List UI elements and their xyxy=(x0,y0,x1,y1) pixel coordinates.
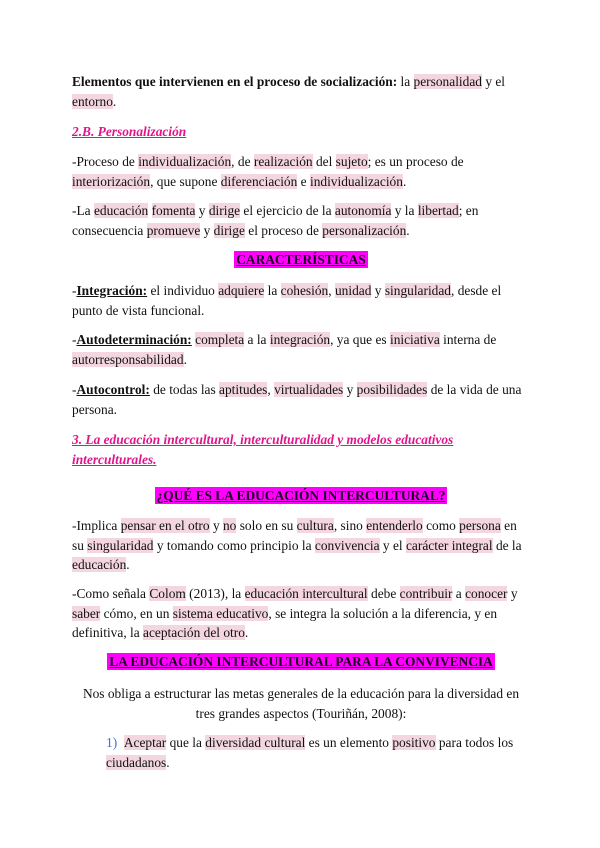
text: , sino xyxy=(333,518,367,533)
text: y xyxy=(343,382,357,397)
highlight: Colom xyxy=(149,586,186,601)
text: y xyxy=(200,222,214,238)
highlight: entorno xyxy=(72,93,113,109)
highlight: conocer xyxy=(465,586,508,601)
highlight: educación xyxy=(72,557,127,572)
text: . xyxy=(183,351,187,367)
convivencia-heading-wrap xyxy=(72,652,530,672)
highlight: autonomía xyxy=(334,203,392,218)
text: cómo, en un xyxy=(100,605,173,621)
text: y el xyxy=(379,537,406,553)
personalizacion-paragraph-2 xyxy=(72,201,530,240)
highlight: personalidad xyxy=(413,74,482,89)
text: . xyxy=(126,557,130,572)
text: y tomando como principio la xyxy=(153,537,315,553)
text: -Implica xyxy=(72,518,121,533)
intercultural-paragraph-1 xyxy=(72,516,530,575)
integracion-label: Integración: xyxy=(76,283,148,298)
text: para todos los xyxy=(435,735,514,750)
text: como xyxy=(422,518,460,533)
highlight: unidad xyxy=(334,283,372,298)
list-item-1 xyxy=(106,733,530,772)
text: de todas las xyxy=(149,382,220,397)
text: , se integra la solución a la diferencia, y en definitiva, la xyxy=(72,605,498,640)
text: y la xyxy=(391,203,418,218)
text: (2013), la xyxy=(185,586,245,601)
list-number: 1) xyxy=(106,735,118,750)
text: que la xyxy=(166,735,206,750)
text: , de xyxy=(231,154,254,169)
text: . xyxy=(406,222,410,238)
text: . xyxy=(112,93,117,109)
convivencia-heading: LA EDUCACIÓN INTERCULTURAL PARA LA CONVIVENCIA xyxy=(109,654,493,669)
highlight: dirige xyxy=(213,222,245,238)
highlight: educación intercultural xyxy=(244,586,368,601)
highlight: ciudadanos xyxy=(106,754,167,770)
highlight: interiorización xyxy=(72,173,151,189)
highlight: entenderlo xyxy=(366,518,423,533)
text: la xyxy=(264,283,281,298)
text: y xyxy=(209,518,223,533)
text: el individuo xyxy=(147,283,219,298)
caracteristicas-heading-wrap xyxy=(72,250,530,270)
text: interna de xyxy=(439,332,497,347)
text: , que supone xyxy=(150,173,221,189)
autodeterminacion-paragraph: -Autodeterminación: completa a la integración, ya que es iniciativa interna de autorresponsabilidad. xyxy=(72,332,497,367)
highlight: persona xyxy=(459,518,501,533)
highlight: realización xyxy=(253,154,313,169)
text: -Como señala xyxy=(72,586,150,601)
text: . xyxy=(244,625,249,640)
text: y xyxy=(371,283,385,298)
text: . xyxy=(402,173,407,189)
text: , xyxy=(267,382,275,397)
autocontrol-label: Autocontrol: xyxy=(76,382,150,397)
highlight: sujeto xyxy=(335,154,368,169)
highlight: saber xyxy=(72,605,101,621)
personalizacion-paragraph-1 xyxy=(72,152,530,191)
highlight: cohesión xyxy=(280,283,329,298)
highlight: convivencia xyxy=(314,537,380,553)
highlight: positivo xyxy=(392,735,436,750)
text: y el xyxy=(481,74,506,89)
highlight: aceptación del otro xyxy=(143,625,245,640)
text: ; es un proceso de xyxy=(367,154,464,169)
text: . xyxy=(166,754,170,770)
highlight: integración xyxy=(269,332,331,347)
text: y xyxy=(195,203,209,218)
text: el ejercicio de la xyxy=(240,203,335,218)
que-es-heading-wrap xyxy=(72,486,530,506)
text: la xyxy=(397,74,414,89)
text: , xyxy=(328,283,335,298)
text: y xyxy=(507,586,518,601)
highlight: singularidad xyxy=(384,283,452,298)
elementos-paragraph xyxy=(72,72,530,111)
highlight: aptitudes xyxy=(219,382,268,397)
text: a la xyxy=(244,332,270,347)
text: -La xyxy=(72,203,94,218)
que-es-heading: ¿QUÉ ES LA EDUCACIÓN INTERCULTURAL? xyxy=(156,488,446,503)
text: ; en consecuencia xyxy=(72,203,479,238)
highlight: posibilidades xyxy=(356,382,428,397)
text: del xyxy=(312,154,336,169)
intercultural-paragraph-2 xyxy=(72,584,530,643)
highlight: fomenta xyxy=(151,203,196,218)
highlight: educación xyxy=(93,203,149,218)
text: -Proceso de xyxy=(72,154,139,169)
text: debe xyxy=(367,586,400,601)
text: , desde el punto de vista funcional. xyxy=(72,283,502,318)
highlight: cultura xyxy=(296,518,334,533)
highlight: promueve xyxy=(146,222,201,238)
highlight: individualización xyxy=(309,173,403,189)
text: en su xyxy=(72,518,517,553)
highlight: diversidad cultural xyxy=(205,735,306,750)
metas-paragraph xyxy=(72,684,530,723)
text: de la xyxy=(492,537,522,553)
section-title: 2.B. Personalización xyxy=(72,124,187,139)
text: , ya que es xyxy=(330,332,390,347)
autodeterminacion-label: Autodeterminación: xyxy=(76,332,192,347)
highlight: personalización xyxy=(322,222,407,238)
highlight: adquiere xyxy=(218,283,265,298)
section-3-title xyxy=(72,430,530,469)
highlight: autorresponsabilidad xyxy=(72,351,184,367)
text: de la vida de una persona. xyxy=(72,382,522,417)
text: es un elemento xyxy=(305,735,393,750)
highlight: dirige xyxy=(208,203,241,218)
autocontrol-paragraph: -Autocontrol: de todas las aptitudes, virtualidades y posibilidades de la vida de una persona. xyxy=(72,382,522,417)
integracion-paragraph: -Integración: el individuo adquiere la cohesión, unidad y singularidad, desde el punto de vista funcional. xyxy=(72,283,502,318)
text: e xyxy=(297,173,310,189)
text: Nos obliga a estructurar las metas generales de la educación para la diversidad en tres grandes aspectos (Touriñán, 2008): xyxy=(82,686,520,721)
highlight: individualización xyxy=(138,154,232,169)
highlight: Aceptar xyxy=(123,735,167,750)
section-2b-title xyxy=(72,122,530,142)
highlight: virtualidades xyxy=(274,382,344,397)
highlight: diferenciación xyxy=(220,173,298,189)
highlight: pensar en el otro xyxy=(120,518,210,533)
highlight: singularidad xyxy=(87,537,154,553)
caracteristicas-heading: CARACTERÍSTICAS xyxy=(236,252,366,267)
section-title: 3. La educación intercultural, interculturalidad y modelos educativos interculturales. xyxy=(72,432,454,467)
text: a xyxy=(452,586,466,601)
highlight: iniciativa xyxy=(389,332,440,347)
highlight: sistema educativo xyxy=(172,605,269,621)
highlight: libertad xyxy=(417,203,459,218)
text: el proceso de xyxy=(244,222,323,238)
highlight: carácter integral xyxy=(405,537,493,553)
highlight: no xyxy=(222,518,237,533)
text: solo en su xyxy=(236,518,297,533)
highlight: contribuir xyxy=(399,586,453,601)
elementos-heading: Elementos que intervienen en el proceso de socialización: xyxy=(72,74,398,89)
highlight: completa xyxy=(195,332,245,347)
